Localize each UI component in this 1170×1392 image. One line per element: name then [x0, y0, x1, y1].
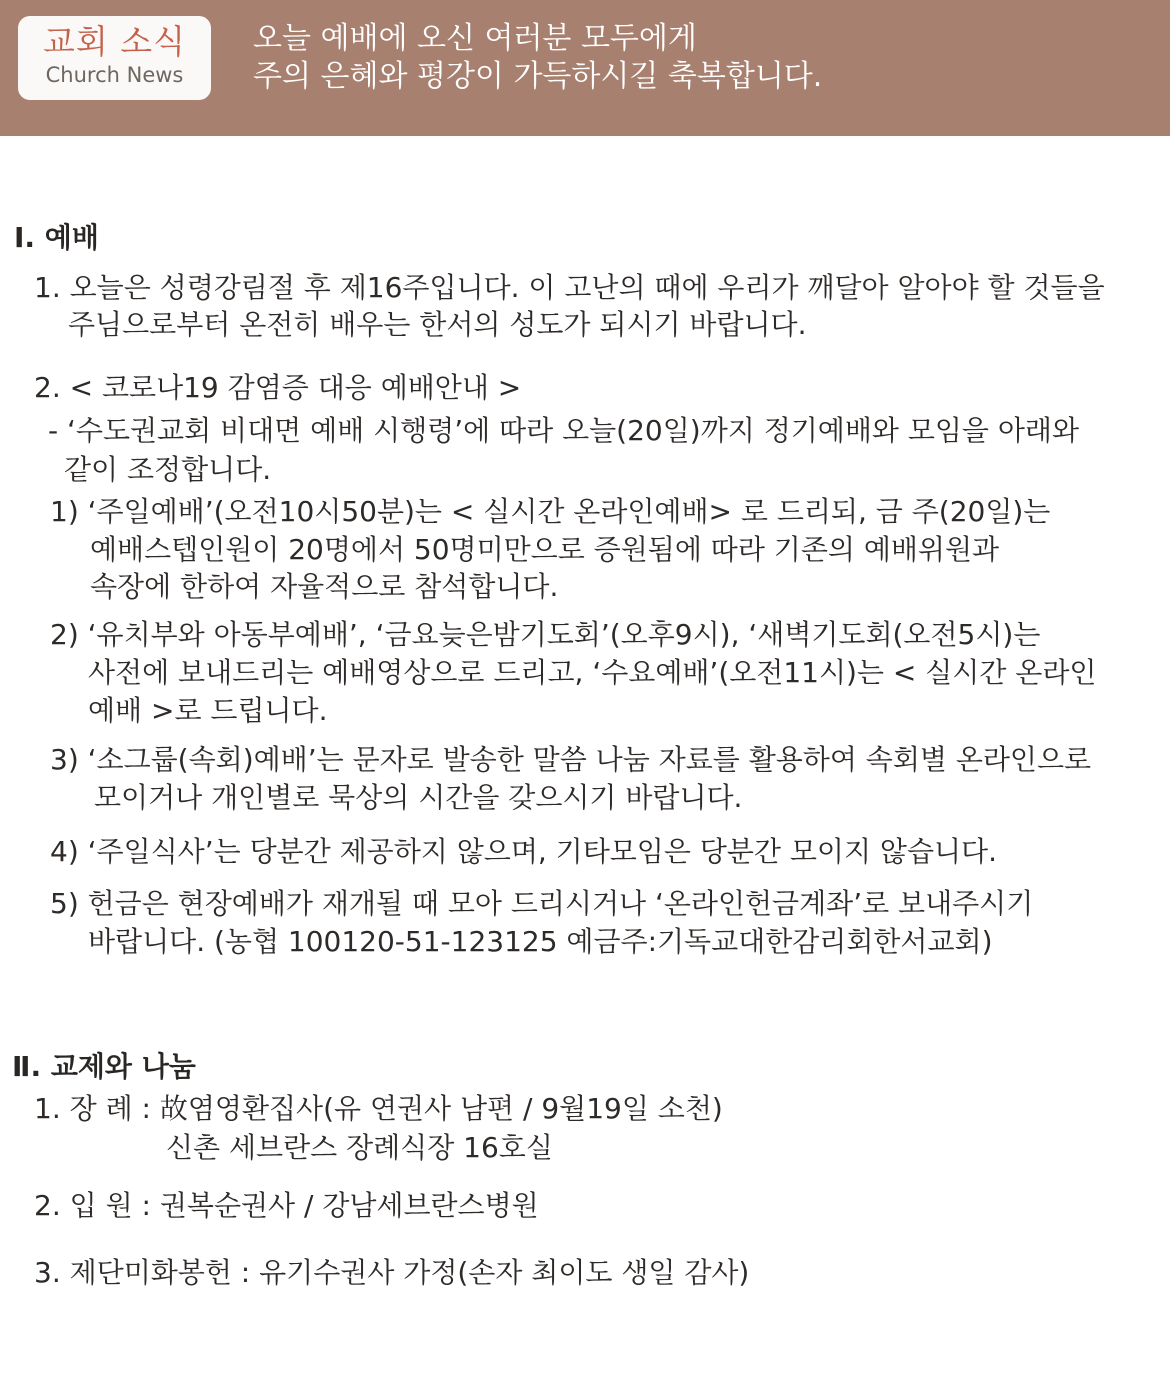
worship-item-2-title: 2. < 코로나19 감염증 대응 예배안내 >	[34, 371, 522, 404]
church-news-badge	[18, 16, 211, 100]
worship-item-2-intro-line-2: 같이 조정합니다.	[64, 453, 272, 486]
worship-sub-2-line-3: 예배 >로 드립니다.	[88, 694, 328, 727]
worship-sub-2-line-2: 사전에 보내드리는 예배영상으로 드리고, ‘수요예배’(오전11시)는 < 실시간 온라인	[88, 656, 1097, 689]
worship-item-1-line-2: 주님으로부터 온전히 배우는 한서의 성도가 되시기 바랍니다.	[68, 308, 807, 341]
section-title-fellowship: Ⅱ. 교제와 나눔	[12, 1050, 196, 1083]
worship-sub-2-line-1: 2) ‘유치부와 아동부예배’, ‘금요늦은밤기도회’(오후9시), ‘새벽기도회(오전5시)는	[50, 618, 1041, 651]
fellowship-item-2-line-1: 2. 입 원 : 권복순권사 / 강남세브란스병원	[34, 1189, 539, 1222]
greeting-line-1: 오늘 예배에 오신 여러분 모두에게	[253, 21, 697, 56]
worship-sub-3-line-1: 3) ‘소그룹(속회)예배’는 문자로 발송한 말씀 나눔 자료를 활용하여 속회별 온라인으로	[50, 743, 1092, 776]
worship-sub-1-line-3: 속장에 한하여 자율적으로 참석합니다.	[90, 570, 559, 603]
greeting-text	[253, 20, 822, 96]
worship-sub-1-line-1: 1) ‘주일예배’(오전10시50분)는 < 실시간 온라인예배> 로 드리되, 금 주(20일)는	[50, 495, 1051, 528]
header-banner	[0, 0, 1170, 136]
greeting-line-2: 주의 은혜와 평강이 가득하시길 축복합니다.	[253, 59, 823, 94]
worship-sub-1-line-2: 예배스텝인원이 20명에서 50명미만으로 증원됨에 따라 기존의 예배위원과	[90, 533, 1000, 566]
worship-item-2-intro-line-1: - ‘수도권교회 비대면 예배 시행령’에 따라 오늘(20일)까지 정기예배와 모임을 아래와	[48, 414, 1080, 447]
fellowship-item-1-line-1: 1. 장 례 : 故염영환집사(유 연권사 남편 / 9월19일 소천)	[34, 1092, 723, 1125]
badge-title-en: Church News	[45, 63, 184, 87]
worship-sub-5-line-2: 바랍니다. (농협 100120-51-123125 예금주:기독교대한감리회한서교회)	[88, 925, 993, 958]
fellowship-item-1-line-2: 신촌 세브란스 장례식장 16호실	[166, 1131, 553, 1164]
fellowship-item-3-line-1: 3. 제단미화봉헌 : 유기수권사 가정(손자 최이도 생일 감사)	[34, 1256, 750, 1289]
worship-sub-4-line-1: 4) ‘주일식사’는 당분간 제공하지 않으며, 기타모임은 당분간 모이지 않습니다.	[50, 835, 997, 868]
worship-sub-5-line-1: 5) 헌금은 현장예배가 재개될 때 모아 드리시거나 ‘온라인헌금계좌’로 보내주시기	[50, 887, 1034, 920]
worship-sub-3-line-2: 모이거나 개인별로 묵상의 시간을 갖으시기 바랍니다.	[94, 781, 743, 814]
worship-item-1-line-1: 1. 오늘은 성령강림절 후 제16주입니다. 이 고난의 때에 우리가 깨달아 알아야 할 것들을	[34, 271, 1105, 304]
section-title-worship: Ⅰ. 예배	[14, 221, 99, 254]
badge-title-ko: 교회 소식	[42, 22, 186, 61]
